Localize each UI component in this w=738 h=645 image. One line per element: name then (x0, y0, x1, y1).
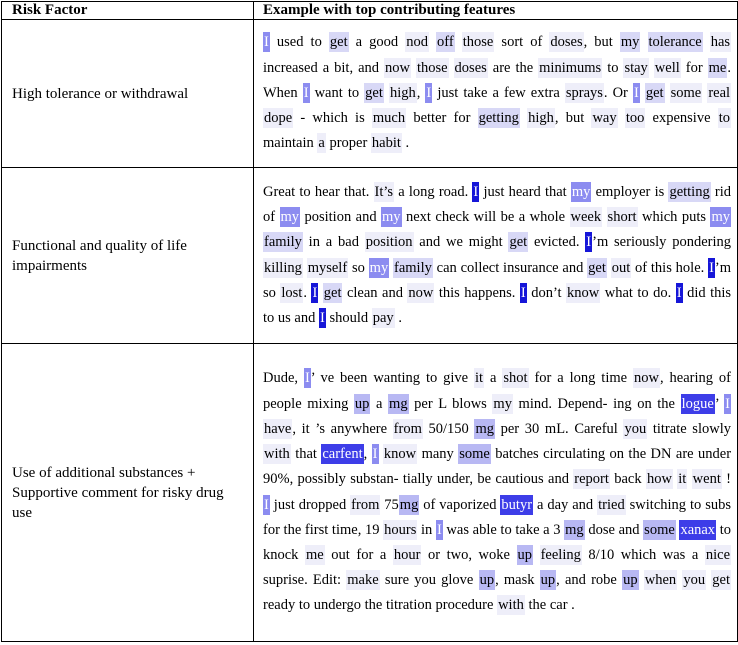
highlighted-token: sprays (565, 84, 603, 101)
highlighted-token: mg (389, 395, 408, 412)
highlighted-token: mg (565, 521, 584, 538)
highlighted-token: went (692, 471, 721, 488)
highlighted-token: up (540, 572, 556, 589)
highlighted-token: up (517, 546, 533, 563)
highlighted-token: know (567, 284, 600, 301)
highlighted-token: get (712, 572, 731, 589)
highlighted-token: now (633, 370, 659, 387)
highlighted-token: I (520, 284, 526, 301)
highlighted-token: I (372, 446, 378, 463)
highlighted-token: stay (624, 59, 648, 76)
highlighted-token: I (264, 34, 269, 51)
highlighted-token: high (528, 110, 554, 127)
highlighted-token: my (493, 395, 512, 412)
highlighted-token: a (318, 135, 325, 152)
highlighted-token: carfent (322, 446, 363, 463)
highlighted-token: much (372, 110, 406, 127)
risk-factor-label: High tolerance or withdrawal (2, 20, 254, 168)
highlighted-token: I (303, 84, 309, 101)
highlighted-token: well (654, 59, 680, 76)
highlighted-token: tried (598, 496, 625, 513)
highlighted-token: I (436, 521, 442, 538)
highlighted-token: know (383, 446, 417, 463)
highlighted-token: I (319, 309, 325, 326)
highlighted-token: me (708, 59, 727, 76)
highlighted-token: how (646, 471, 672, 488)
highlighted-token: myself (307, 259, 348, 276)
header-risk-factor: Risk Factor (2, 2, 254, 20)
highlighted-token: family (394, 259, 432, 276)
highlighted-token: now (408, 284, 434, 301)
example-text (254, 344, 738, 642)
highlighted-token: I (586, 234, 592, 251)
highlighted-token: it (678, 471, 687, 488)
highlighted-token: mg (399, 496, 419, 513)
highlighted-token: dope (264, 110, 293, 127)
table-row (2, 168, 738, 344)
highlighted-token: getting (669, 183, 710, 200)
highlighted-token: I (676, 284, 682, 301)
highlighted-token: you (683, 572, 706, 589)
highlighted-token: It’s (374, 183, 394, 200)
highlighted-token: up (623, 572, 638, 589)
highlighted-token: I (473, 183, 479, 200)
highlighted-token: some (459, 446, 490, 463)
highlighted-token: my (369, 259, 389, 276)
highlighted-token: logue (681, 395, 714, 412)
highlighted-token: short (607, 209, 637, 226)
highlighted-token: off (437, 34, 454, 51)
highlighted-token: those (462, 34, 494, 51)
highlighted-token: way (592, 110, 617, 127)
highlighted-token: I (633, 84, 639, 101)
table-row (2, 20, 738, 168)
highlighted-token: mg (475, 420, 494, 437)
highlighted-example: Dude, I’ ve been wanting to give it a shot for a long time now, hearing of people mixing up a mg per L blows my mind. Depend- ing on the logue’ I have, it ’s anywhere from 50/150 mg per 30 mL. Careful you titrate slowly with that carfent, I know many some batches circulating on the DN are under 90%, possibly substan- tially under, be cautious and report back how it went ! I just dropped from 75mg of vaporized butyr a day and tried switching to subs for the first time, 19 hours in I was able to take a 3 mg dose and some xanax to knock me out for a hour or two, woke up feeling 8/10 which was a nice suprise. Edit: make sure you glove up, mask up, and robe up when you get ready to undergo the titration procedure with the car . (263, 370, 732, 614)
table-row (2, 344, 738, 642)
highlighted-token: some (670, 84, 702, 101)
risk-factor-label: Use of additional substances + Supportive comment for risky drug use (2, 344, 254, 642)
highlighted-token: family (264, 234, 302, 251)
highlighted-example: Great to hear that. It’s a long road. I just heard that my employer is getting rid of my position and my next check will be a whole week short which puts my family in a bad position and we might get evicted. I’m seriously pondering killing myself so my family can collect insurance and get out of this hole. I’m so lost. I get clean and now this happens. I don’t know what to do. I did this to us and I should pay . (263, 183, 732, 326)
highlighted-token: now (384, 59, 410, 76)
highlighted-token: killing (264, 259, 302, 276)
highlighted-token: get (588, 259, 606, 276)
highlighted-token: up (479, 572, 495, 589)
highlighted-token: some (644, 521, 675, 538)
highlighted-token: from (393, 420, 422, 437)
highlighted-token: my (280, 209, 300, 226)
highlighted-token: high (389, 84, 416, 101)
highlighted-token: I (312, 284, 318, 301)
highlighted-example: I used to get a good nod off those sort of doses, but my tolerance has increased a bit, and now those doses are the minimums to stay well for me. When I want to get high, I just take a few extra sprays. Or I get some real dope - which is much better for getting high, but way too expensive to maintain a proper habit . (263, 34, 731, 152)
highlighted-token: hour (393, 546, 421, 563)
highlighted-token: tolerance (648, 34, 702, 51)
highlighted-token: butyr (501, 496, 533, 513)
highlighted-token: get (323, 284, 342, 301)
highlighted-token: my (571, 183, 591, 200)
highlighted-token: get (365, 84, 383, 101)
highlighted-token: up (354, 395, 370, 412)
highlighted-token: from (351, 496, 380, 513)
highlighted-token: get (509, 234, 528, 251)
highlighted-token: I (725, 395, 730, 412)
highlighted-token: I (304, 370, 310, 387)
example-text (254, 168, 738, 344)
highlighted-token: doses (454, 59, 487, 76)
highlighted-token: xanax (680, 521, 716, 538)
highlighted-token: it (475, 370, 484, 387)
highlighted-token: habit (371, 135, 401, 152)
risk-factor-label: Functional and quality of life impairments (2, 168, 254, 344)
highlighted-token: real (708, 84, 731, 101)
highlighted-token: me (306, 546, 324, 563)
risk-factor-table (1, 1, 738, 642)
highlighted-token: report (574, 471, 609, 488)
highlighted-token: get (645, 84, 664, 101)
example-text (254, 20, 738, 168)
highlighted-token: has (710, 34, 731, 51)
highlighted-token: out (611, 259, 631, 276)
highlighted-token: those (416, 59, 448, 76)
header-example: Example with top contributing features (254, 2, 738, 20)
highlighted-token: my (711, 209, 730, 226)
highlighted-token: my (382, 209, 401, 226)
highlighted-token: too (625, 110, 645, 127)
highlighted-token: with (498, 597, 524, 614)
highlighted-token: to (718, 110, 730, 127)
highlighted-token: nod (406, 34, 428, 51)
highlighted-token: pay (372, 309, 394, 326)
highlighted-token: with (264, 446, 290, 463)
highlighted-token: I (264, 496, 269, 513)
highlighted-token: get (329, 34, 348, 51)
highlighted-token: position (365, 234, 413, 251)
highlighted-token: lost (281, 284, 303, 301)
highlighted-token: have (264, 420, 292, 437)
highlighted-token: hours (384, 521, 417, 538)
highlighted-token: when (644, 572, 677, 589)
highlighted-token: I (426, 84, 432, 101)
highlighted-token: make (347, 572, 379, 589)
highlighted-token: week (570, 209, 602, 226)
highlighted-token: minimums (539, 59, 602, 76)
highlighted-token: you (624, 420, 647, 437)
highlighted-token: feeling (540, 546, 581, 563)
table-header-row (2, 2, 738, 20)
highlighted-token: shot (503, 370, 528, 387)
highlighted-token: getting (478, 110, 519, 127)
highlighted-token: I (709, 259, 714, 276)
highlighted-token: nice (705, 546, 731, 563)
highlighted-token: my (620, 34, 640, 51)
highlighted-token: doses (550, 34, 583, 51)
